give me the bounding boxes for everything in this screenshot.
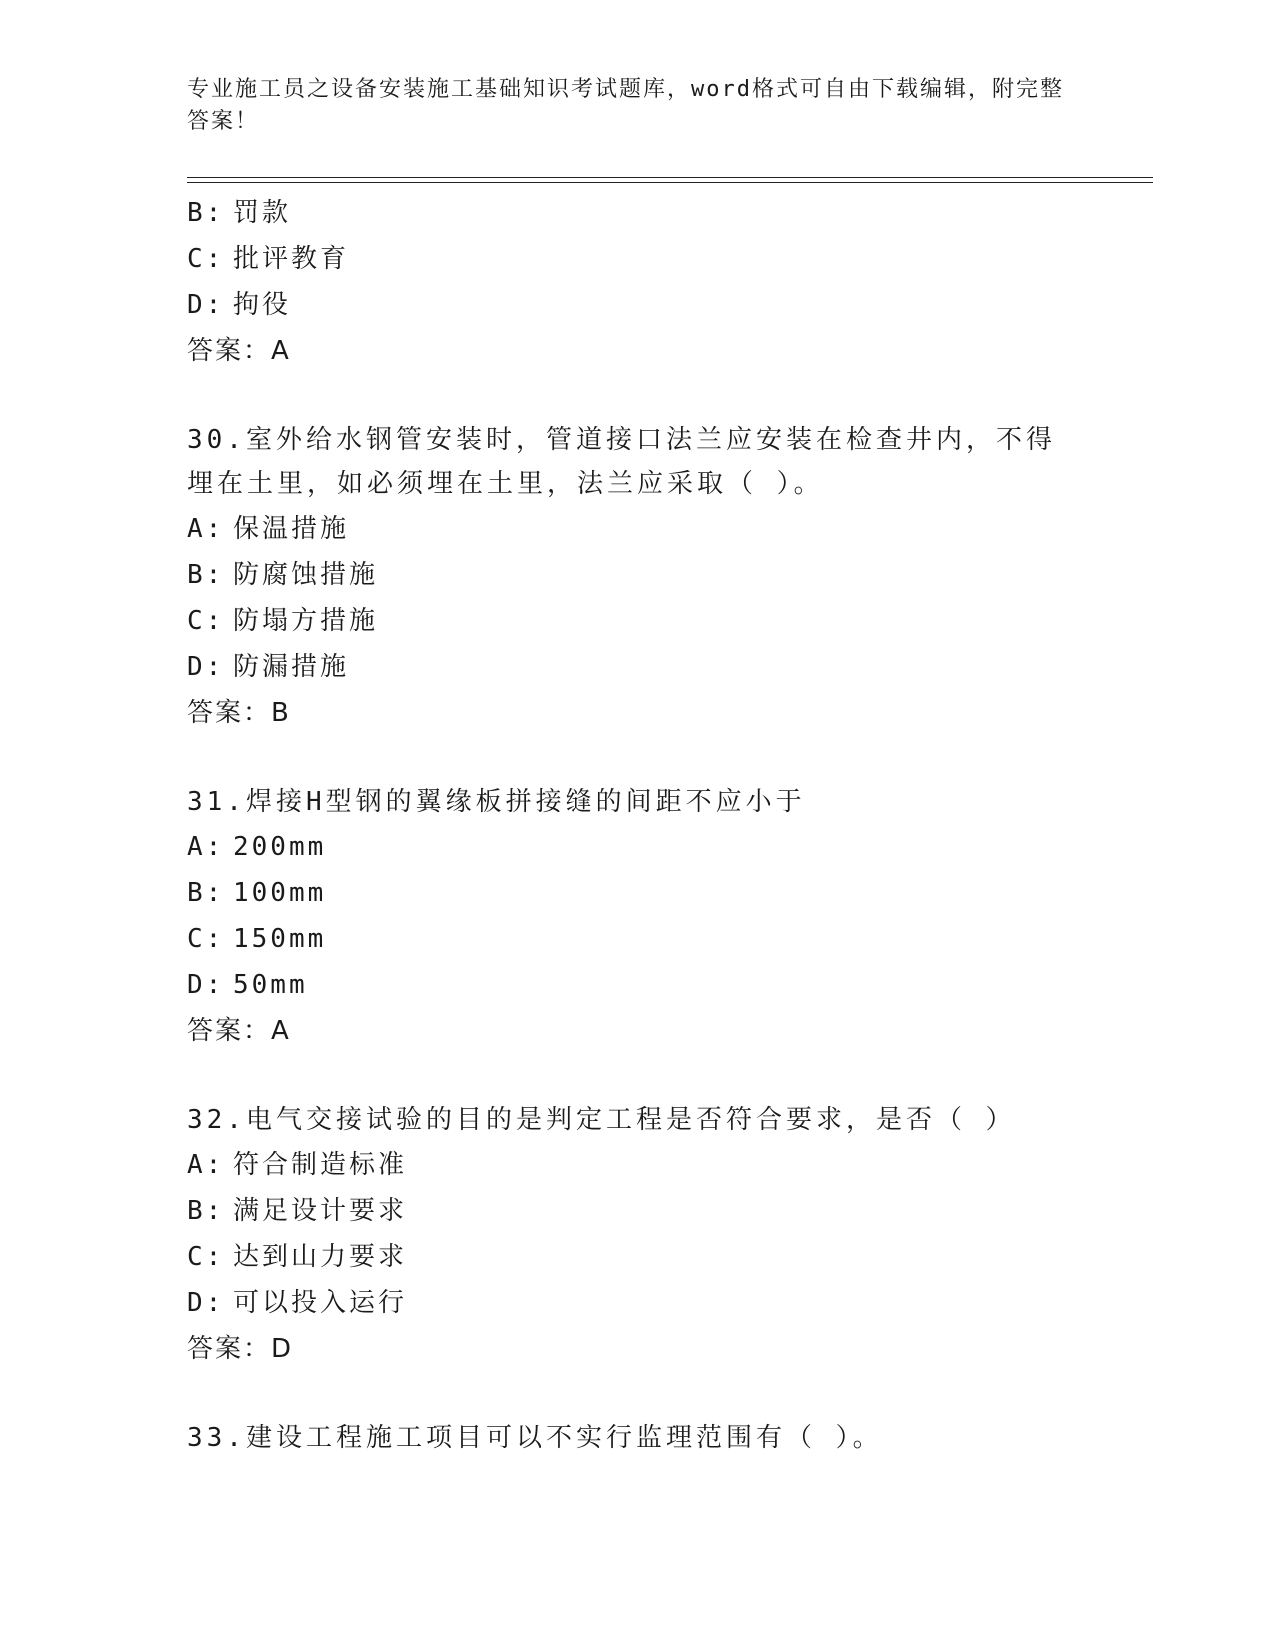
option-key: D: (187, 290, 225, 320)
option-text: 符合制造标准 (233, 1150, 408, 1180)
option-key: C: (187, 924, 225, 954)
option-text: 可以投入运行 (233, 1288, 408, 1318)
question-stem: 31.焊接H型钢的翼缘板拼接缝的间距不应小于 (187, 787, 806, 817)
option-d (187, 962, 1087, 1008)
option-key: A: (187, 832, 225, 862)
option-key: D: (187, 1288, 225, 1318)
option-text: 150mm (233, 924, 327, 954)
option-key: C: (187, 1242, 225, 1272)
option-c (187, 1234, 1087, 1280)
option-key: D: (187, 652, 225, 682)
option-text: 拘役 (233, 290, 292, 320)
option-text: 防塌方措施 (233, 606, 379, 636)
answer-line: 答案：A (187, 1016, 291, 1046)
option-text: 200mm (233, 832, 327, 862)
header-title: 专业施工员之设备安装施工基础知识考试题库，word格式可自由下载编辑，附完整答案！ (187, 77, 1064, 134)
question-stem: 33.建设工程施工项目可以不实行监理范围有（ ）。 (187, 1423, 883, 1453)
question-list (187, 190, 1087, 1460)
document-header (187, 74, 1067, 138)
option-key: B: (187, 1196, 225, 1226)
option-key: B: (187, 560, 225, 590)
answer-line: 答案：B (187, 698, 291, 728)
question-fragment (187, 190, 1087, 374)
option-c (187, 236, 1087, 282)
answer-line: 答案：A (187, 336, 291, 366)
answer-line: 答案：D (187, 1334, 294, 1364)
option-text: 达到山力要求 (233, 1242, 408, 1272)
option-text: 防漏措施 (233, 652, 350, 682)
option-text: 保温措施 (233, 514, 350, 544)
option-b (187, 552, 1087, 598)
option-text: 批评教育 (233, 244, 350, 274)
question-stem: 32.电气交接试验的目的是判定工程是否符合要求，是否（ ） (187, 1105, 1016, 1135)
option-d (187, 282, 1087, 328)
option-a (187, 1142, 1087, 1188)
question-stem: 30.室外给水钢管安装时，管道接口法兰应安装在检查井内，不得埋在土里，如必须埋在土里，法兰应采取（ ）。 (187, 425, 1056, 499)
option-b (187, 1188, 1087, 1234)
option-text: 满足设计要求 (233, 1196, 408, 1226)
option-text: 罚款 (233, 198, 292, 228)
option-key: A: (187, 514, 225, 544)
option-key: C: (187, 606, 225, 636)
option-key: B: (187, 878, 225, 908)
option-key: D: (187, 970, 225, 1000)
option-key: B: (187, 198, 225, 228)
option-b (187, 870, 1087, 916)
option-key: A: (187, 1150, 225, 1180)
option-b (187, 190, 1087, 236)
option-text: 防腐蚀措施 (233, 560, 379, 590)
question-30 (187, 418, 1087, 736)
option-d (187, 1280, 1087, 1326)
option-a (187, 506, 1087, 552)
header-divider-bottom (187, 182, 1153, 183)
option-text: 100mm (233, 878, 327, 908)
header-divider-top (187, 177, 1153, 178)
option-text: 50mm (233, 970, 308, 1000)
question-33 (187, 1416, 1087, 1460)
option-key: C: (187, 244, 225, 274)
question-32 (187, 1098, 1087, 1372)
option-a (187, 824, 1087, 870)
option-c (187, 916, 1087, 962)
question-31 (187, 780, 1087, 1054)
option-d (187, 644, 1087, 690)
option-c (187, 598, 1087, 644)
